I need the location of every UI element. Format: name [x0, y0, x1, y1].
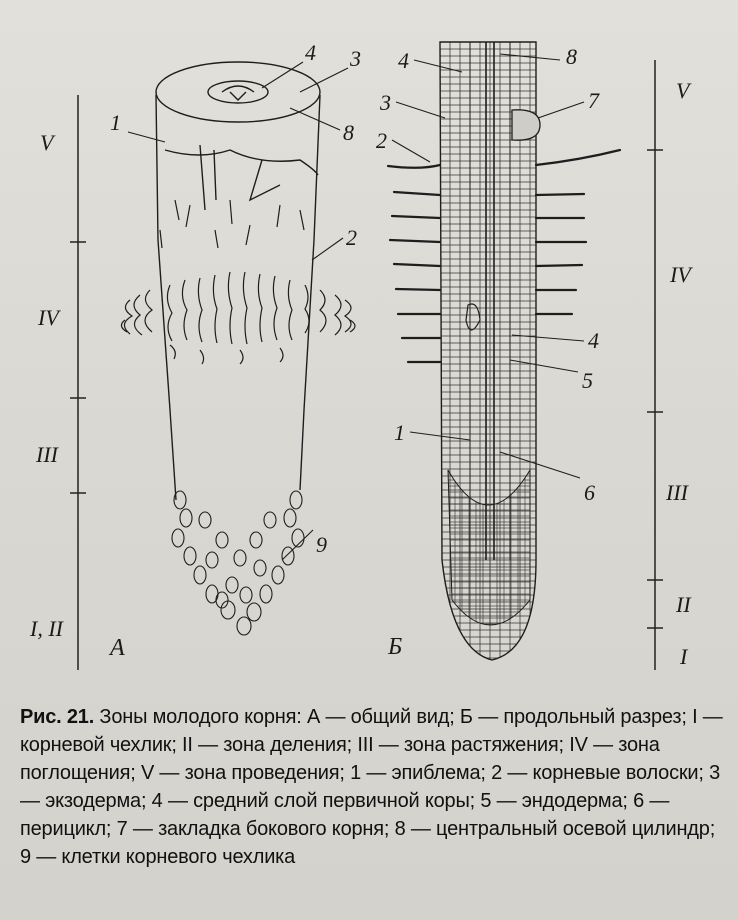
callout-a-4: 4	[305, 40, 316, 65]
zone-label-right-v: V	[676, 78, 690, 103]
zone-label-right-iv: IV	[670, 262, 691, 287]
zone-scale-right	[647, 60, 693, 670]
callout-b-3: 3	[380, 90, 391, 115]
caption-title: Рис. 21.	[20, 706, 95, 728]
callout-a-2: 2	[346, 225, 357, 250]
callout-b-5: 5	[582, 368, 593, 393]
figure-caption	[20, 703, 725, 871]
callout-b-4-mid: 4	[588, 328, 599, 353]
callout-b-6: 6	[584, 480, 595, 505]
callout-a-1: 1	[110, 110, 121, 135]
callout-a-9: 9	[316, 532, 327, 557]
panel-label-a: А	[110, 635, 125, 661]
callout-a-3: 3	[350, 46, 361, 71]
zone-label-right-ii: II	[676, 592, 691, 617]
caption-text: Зоны молодого корня: А — общий вид; Б — продольный разрез; I — корневой чехлик; II — зона деления; III — зона растяжения; IV — зона поглощения; V — зона проведения; 1 — эпиблема; 2 — корневые волоски; 3 — экзодерма; 4 — средний слой первичной коры; 5 — эндодерма; 6 — перицикл; 7 — закладка бокового корня; 8 — центральный осевой цилиндр; 9 — клетки корневого чехлика	[20, 706, 723, 868]
callout-b-1: 1	[394, 420, 405, 445]
zone-label-left-iii: III	[36, 442, 58, 467]
panel-b-section-drawing	[388, 42, 620, 660]
panel-label-b: Б	[388, 634, 403, 660]
zone-label-right-iii: III	[666, 480, 688, 505]
callout-b-2: 2	[376, 128, 387, 153]
callout-b-7: 7	[588, 88, 599, 113]
callout-b-4-top: 4	[398, 48, 409, 73]
zone-label-left-i-ii: I, II	[30, 616, 63, 641]
zone-label-left-iv: IV	[38, 305, 59, 330]
zone-label-right-i: I	[680, 644, 688, 669]
zone-label-left-v: V	[40, 130, 54, 155]
panel-a-callouts	[108, 40, 361, 661]
zone-scale-left	[29, 95, 86, 670]
callout-b-8: 8	[566, 44, 577, 69]
callout-a-8: 8	[343, 120, 354, 145]
